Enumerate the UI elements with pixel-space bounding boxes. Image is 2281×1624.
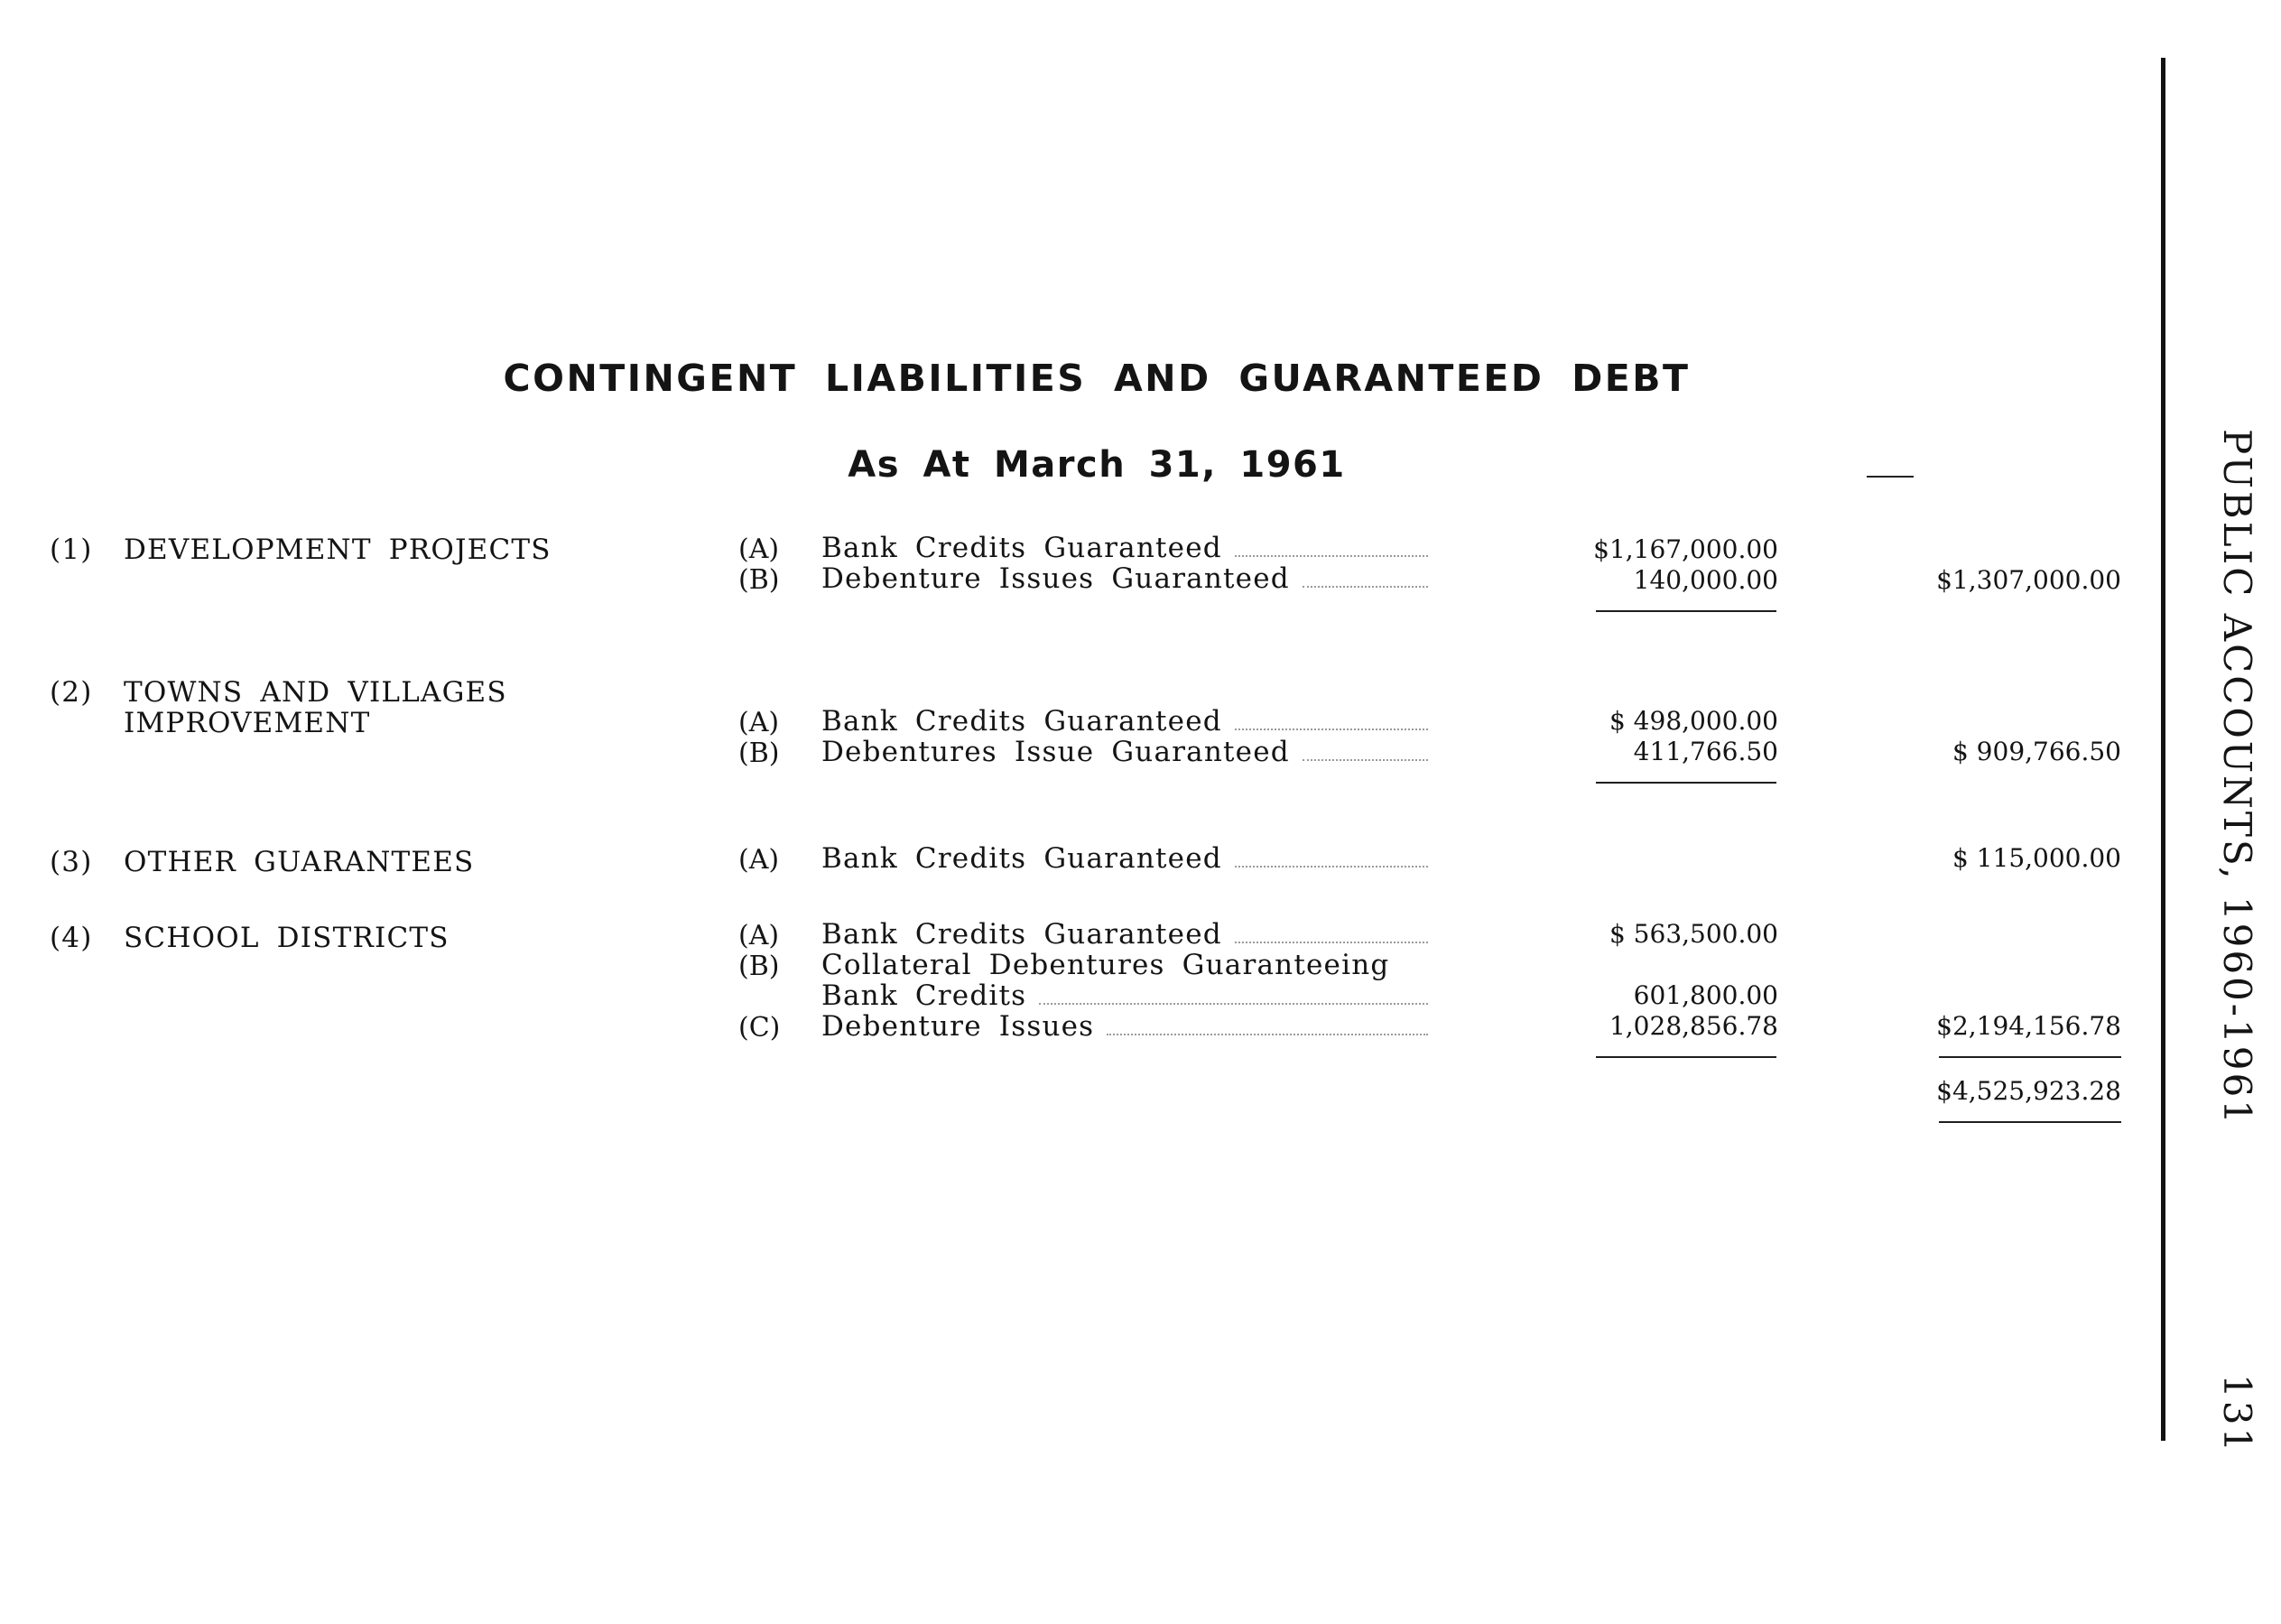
item-description: Bank Credits Guaranteed xyxy=(821,532,1222,564)
item-description: Bank Credits Guaranteed xyxy=(821,705,1222,738)
item-label: (A) xyxy=(738,534,780,565)
section-name-line: TOWNS AND VILLAGES xyxy=(124,676,507,709)
item-description-row xyxy=(821,563,1428,594)
item-description-row xyxy=(821,737,1428,767)
item-description: Bank Credits xyxy=(821,979,1027,1012)
dot-leader xyxy=(1235,709,1428,730)
grand-total-rule xyxy=(1939,1121,2121,1123)
item-amount: $ 563,500.00 xyxy=(1609,919,1778,949)
item-amount: 1,028,856.78 xyxy=(1609,1011,1778,1041)
section-name-line: IMPROVEMENT xyxy=(124,707,371,739)
item-amount: $ 498,000.00 xyxy=(1609,706,1778,736)
section-name: SCHOOL DISTRICTS xyxy=(124,922,450,954)
item-amount: 140,000.00 xyxy=(1633,565,1778,595)
dot-leader xyxy=(1235,535,1428,557)
item-description: Bank Credits Guaranteed xyxy=(821,842,1222,875)
item-description: Debenture Issues xyxy=(821,1010,1095,1043)
running-head: PUBLIC ACCOUNTS, 1960-1961 xyxy=(2215,429,2259,1127)
item-description-row xyxy=(821,706,1428,737)
total-rule xyxy=(1939,1056,2121,1058)
subtotal-rule xyxy=(1596,782,1776,784)
grand-total: $4,525,923.28 xyxy=(1936,1076,2121,1106)
section-total: $ 909,766.50 xyxy=(1952,737,2121,766)
item-label: (A) xyxy=(738,920,780,951)
item-label: (C) xyxy=(738,1012,781,1044)
page-number: 131 xyxy=(2215,1374,2259,1455)
section-number: (4) xyxy=(50,922,93,954)
item-label: (B) xyxy=(738,951,780,982)
item-label: (A) xyxy=(738,707,780,738)
dot-leader xyxy=(1039,983,1428,1005)
item-description: Debentures Issue Guaranteed xyxy=(821,736,1290,768)
section-total: $ 115,000.00 xyxy=(1952,843,2121,873)
item-description: Bank Credits Guaranteed xyxy=(821,918,1222,951)
document-subtitle: As At March 31, 1961 xyxy=(848,444,1346,486)
margin-rule xyxy=(2161,58,2165,1441)
section-total: $2,194,156.78 xyxy=(1936,1011,2121,1041)
dot-leader xyxy=(1107,1014,1428,1035)
dot-leader xyxy=(1235,846,1428,868)
item-description: Debenture Issues Guaranteed xyxy=(821,562,1290,595)
section-name: DEVELOPMENT PROJECTS xyxy=(124,534,552,566)
item-amount: 601,800.00 xyxy=(1633,980,1778,1010)
item-label: (B) xyxy=(738,564,780,596)
dot-leader xyxy=(1235,922,1428,943)
item-description-row xyxy=(821,919,1428,950)
document-title: CONTINGENT LIABILITIES AND GUARANTEED DEBT xyxy=(503,357,1691,400)
subtotal-rule xyxy=(1596,610,1776,612)
item-description-row xyxy=(821,1011,1428,1042)
item-label: (A) xyxy=(738,844,780,876)
dot-leader xyxy=(1303,566,1428,588)
subtotal-rule xyxy=(1596,1056,1776,1058)
item-description-row xyxy=(821,533,1428,563)
section-total: $1,307,000.00 xyxy=(1936,565,2121,595)
section-number: (1) xyxy=(50,534,93,566)
dot-leader xyxy=(1303,739,1428,761)
section-number: (3) xyxy=(50,846,93,878)
item-amount: 411,766.50 xyxy=(1633,737,1778,766)
item-label: (B) xyxy=(738,738,780,769)
item-amount: $1,167,000.00 xyxy=(1593,534,1778,564)
column-dash-mark xyxy=(1867,476,1914,478)
item-description-row xyxy=(821,843,1428,874)
section-name: OTHER GUARANTEES xyxy=(124,846,475,878)
item-description-row xyxy=(821,980,1428,1011)
section-number: (2) xyxy=(50,676,93,709)
item-description-line: Collateral Debentures Guaranteeing xyxy=(821,949,1390,981)
